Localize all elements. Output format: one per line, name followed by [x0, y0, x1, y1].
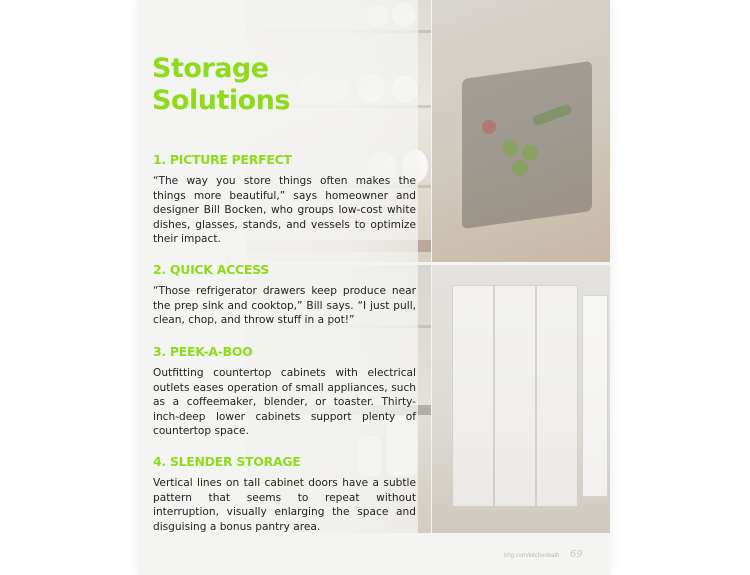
photo-pantry-cabinets	[432, 265, 610, 533]
section-peek-a-boo	[153, 344, 416, 439]
footer-url: bhg.com/kitchenbath	[504, 553, 560, 559]
section-heading: 2. QUICK ACCESS	[153, 262, 269, 277]
section-heading: 1. PICTURE PERFECT	[153, 152, 292, 167]
section-slender-storage	[153, 454, 416, 534]
section-body: “The way you store things often makes the things more beautiful,” says homeowner and designer Bill Bocken, who groups low-cost white dishes, glasses, stands, and vessels to optimize their impact.	[153, 175, 416, 245]
magazine-page	[138, 0, 610, 575]
section-body: Vertical lines on tall cabinet doors have a subtle pattern that seems to repeat without interruption, visually enlarging the space and disguising a bonus pantry area.	[153, 477, 416, 533]
title-line-2: Solutions	[152, 85, 290, 116]
title-line-1: Storage	[152, 53, 269, 84]
section-body: “Those refrigerator drawers keep produce near the prep sink and cooktop,” Bill says. “I just pull, clean, chop, and throw stuff in a pot!”	[153, 285, 416, 326]
section-picture-perfect	[153, 152, 416, 247]
section-heading: 3. PEEK-A-BOO	[153, 344, 253, 359]
section-heading: 4. SLENDER STORAGE	[153, 454, 301, 469]
photo-refrigerator-drawers	[432, 0, 610, 262]
page-title	[152, 53, 290, 117]
section-quick-access	[153, 262, 416, 328]
section-body: Outfitting countertop cabinets with electrical outlets eases operation of small appliances, such as a coffeemaker, blender, or toaster. Thirty-inch-deep lower cabinets support plenty of countertop space.	[153, 367, 416, 437]
page-number: 69	[570, 549, 583, 560]
